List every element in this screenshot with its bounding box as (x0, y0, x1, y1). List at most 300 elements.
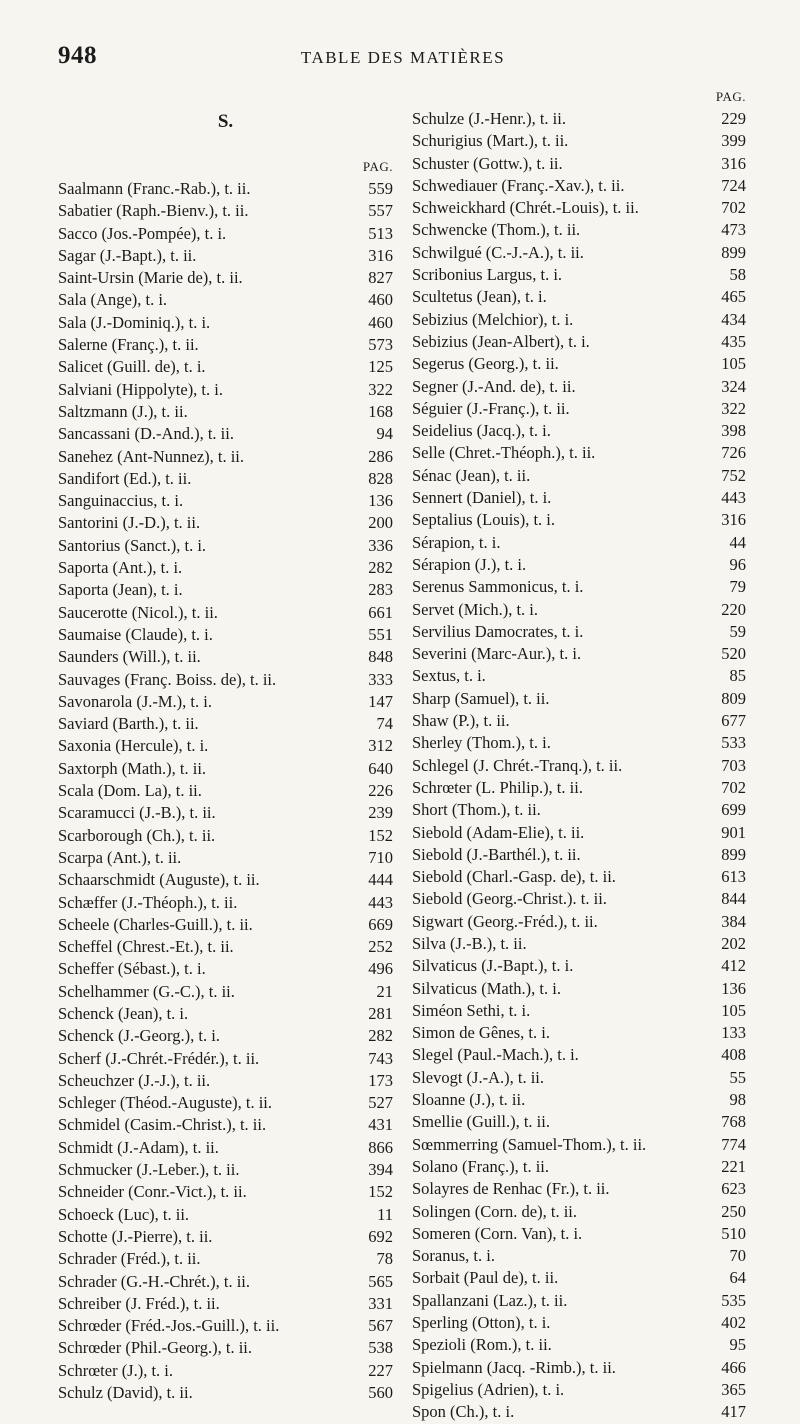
entry-page: 226 (368, 781, 393, 801)
entry-page: 239 (368, 803, 393, 823)
index-entry (58, 735, 393, 757)
entry-name: Schelhammer (G.-C.), t. ii. (58, 981, 235, 1001)
entry-name: Sancassani (D.-And.), t. ii. (58, 424, 234, 444)
entry-name: Sabatier (Raph.-Bienv.), t. ii. (58, 201, 249, 221)
index-entry (412, 621, 746, 643)
entry-page: 828 (368, 468, 393, 488)
entry-page: 21 (376, 981, 393, 1001)
entry-name: Spallanzani (Laz.), t. ii. (412, 1290, 568, 1310)
entry-page: 899 (721, 844, 746, 864)
index-entry (412, 1000, 746, 1022)
entry-page: 560 (368, 1383, 393, 1403)
entry-page: 64 (729, 1268, 746, 1288)
entry-name: Schurigius (Mart.), t. ii. (412, 131, 569, 151)
entry-name: Sperling (Otton), t. i. (412, 1313, 551, 1333)
entry-name: Sherley (Thom.), t. i. (412, 733, 551, 753)
entry-page: 336 (368, 535, 393, 555)
index-entry (58, 356, 393, 378)
index-entry (412, 955, 746, 977)
index-entry (58, 602, 393, 624)
entry-name: Schuster (Gottw.), t. ii. (412, 153, 563, 173)
index-entry (58, 1003, 393, 1025)
index-entry (58, 535, 393, 557)
entry-page: 220 (721, 599, 746, 619)
entry-name: Seidelius (Jacq.), t. i. (412, 421, 551, 441)
entry-page: 473 (721, 220, 746, 240)
entry-page: 55 (729, 1067, 746, 1087)
entry-page: 365 (721, 1379, 746, 1399)
entry-page: 312 (368, 736, 393, 756)
entry-page: 282 (368, 558, 393, 578)
entry-name: Scheffer (Sébast.), t. i. (58, 959, 206, 979)
index-entry (412, 108, 746, 130)
left-column (58, 86, 393, 1404)
index-entry (412, 1245, 746, 1267)
entry-name: Saucerotte (Nicol.), t. ii. (58, 602, 218, 622)
entry-page: 316 (368, 245, 393, 265)
entry-name: Santorius (Sanct.), t. i. (58, 535, 207, 555)
entry-name: Scherf (J.-Chrét.-Frédér.), t. ii. (58, 1048, 260, 1068)
entry-name: Sauvages (Franç. Boiss. de), t. ii. (58, 669, 277, 689)
entry-name: Scala (Dom. La), t. ii. (58, 781, 202, 801)
entry-page: 282 (368, 1026, 393, 1046)
index-entry (412, 130, 746, 152)
index-entry (412, 599, 746, 621)
entry-name: Sanguinaccius, t. i. (58, 491, 184, 511)
page-header (58, 42, 748, 72)
entry-page: 168 (368, 401, 393, 421)
index-entry (58, 379, 393, 401)
entry-page: 435 (721, 331, 746, 351)
index-entry (412, 331, 746, 353)
index-entry (412, 1022, 746, 1044)
entry-name: Salerne (Franç.), t. ii. (58, 335, 199, 355)
entry-page: 699 (721, 800, 746, 820)
index-entry (412, 242, 746, 264)
entry-name: Segerus (Georg.), t. ii. (412, 354, 559, 374)
entry-name: Siebold (Adam-Elie), t. ii. (412, 822, 585, 842)
entry-page: 431 (368, 1115, 393, 1135)
entry-name: Sérapion, t. i. (412, 532, 501, 552)
index-entry (412, 376, 746, 398)
index-entry (412, 799, 746, 821)
index-entry (58, 1248, 393, 1270)
entry-name: Solano (Franç.), t. ii. (412, 1156, 550, 1176)
entry-name: Schweickhard (Chrét.-Louis), t. ii. (412, 198, 639, 218)
entry-name: Sandifort (Ed.), t. ii. (58, 468, 192, 488)
entry-page: 394 (368, 1160, 393, 1180)
index-entry (58, 713, 393, 735)
index-entry (58, 1114, 393, 1136)
entry-name: Saunders (Will.), t. ii. (58, 647, 201, 667)
section-letter: S. (217, 111, 234, 132)
running-title: TABLE DES MATIÈRES (300, 48, 506, 67)
entry-page: 316 (721, 153, 746, 173)
entry-page: 565 (368, 1271, 393, 1291)
entry-name: Solingen (Corn. de), t. ii. (412, 1201, 577, 1221)
entry-page: 105 (721, 354, 746, 374)
index-entry (412, 732, 746, 754)
entry-name: Savonarola (J.-M.), t. i. (58, 691, 212, 711)
entry-page: 677 (721, 711, 746, 731)
entry-page: 444 (368, 870, 393, 890)
entry-page: 286 (368, 446, 393, 466)
index-entry (412, 465, 746, 487)
index-entry (58, 1048, 393, 1070)
index-entry (58, 512, 393, 534)
entry-page: 324 (721, 376, 746, 396)
entry-page: 147 (368, 691, 393, 711)
entry-page: 78 (376, 1249, 393, 1269)
entry-name: Saporta (Jean), t. i. (58, 580, 183, 600)
index-entry (58, 312, 393, 334)
entry-page: 333 (368, 669, 393, 689)
index-entry (58, 1181, 393, 1203)
entry-name: Simon de Gênes, t. i. (412, 1023, 550, 1043)
index-entries-right (412, 108, 746, 1424)
entry-page: 133 (721, 1023, 746, 1043)
entry-page: 11 (377, 1204, 393, 1224)
entry-name: Solayres de Renhac (Fr.), t. ii. (412, 1179, 610, 1199)
entry-page: 535 (721, 1290, 746, 1310)
index-entry (58, 1271, 393, 1293)
index-entry (412, 1089, 746, 1111)
index-entry (412, 532, 746, 554)
index-entry (58, 936, 393, 958)
index-entry (412, 1223, 746, 1245)
index-entry (58, 1360, 393, 1382)
entry-page: 173 (368, 1070, 393, 1090)
entry-name: Scarpa (Ant.), t. ii. (58, 847, 182, 867)
entry-page: 417 (721, 1402, 746, 1422)
index-entry (412, 1401, 746, 1423)
index-entry (412, 398, 746, 420)
index-entry (58, 267, 393, 289)
entry-page: 74 (376, 714, 393, 734)
index-entry (412, 1178, 746, 1200)
entry-name: Serenus Sammonicus, t. i. (412, 577, 584, 597)
entry-page: 724 (721, 175, 746, 195)
entry-name: Schneider (Conr.-Vict.), t. ii. (58, 1182, 247, 1202)
index-entry (412, 1267, 746, 1289)
index-entry (412, 911, 746, 933)
index-entry (58, 490, 393, 512)
index-entry (412, 978, 746, 1000)
entry-name: Shaw (P.), t. ii. (412, 711, 510, 731)
entry-name: Schulze (J.-Henr.), t. ii. (412, 109, 566, 128)
entry-name: Slevogt (J.-A.), t. ii. (412, 1067, 544, 1087)
index-entry (58, 1092, 393, 1114)
entry-page: 703 (721, 755, 746, 775)
entry-name: Schrœter (J.), t. i. (58, 1360, 174, 1380)
index-entry (58, 958, 393, 980)
entry-page: 551 (368, 624, 393, 644)
entry-page: 901 (721, 822, 746, 842)
entry-name: Segner (J.-And. de), t. ii. (412, 376, 576, 396)
entry-page: 152 (368, 825, 393, 845)
entry-page: 136 (368, 491, 393, 511)
entry-name: Spezioli (Rom.), t. ii. (412, 1335, 552, 1355)
index-entry (58, 423, 393, 445)
index-entry (58, 245, 393, 267)
entry-page: 250 (721, 1201, 746, 1221)
entry-page: 322 (721, 398, 746, 418)
index-entry (412, 1044, 746, 1066)
index-entry (58, 802, 393, 824)
page-number: 948 (58, 42, 97, 69)
index-entry (412, 197, 746, 219)
index-entry (412, 309, 746, 331)
entry-name: Schmidel (Casim.-Christ.), t. ii. (58, 1115, 267, 1135)
entry-name: Scribonius Largus, t. i. (412, 265, 563, 285)
index-entry (412, 1111, 746, 1133)
index-entry (58, 1159, 393, 1181)
entry-page: 384 (721, 911, 746, 931)
entry-name: Schoeck (Luc), t. ii. (58, 1204, 190, 1224)
entry-page: 136 (721, 978, 746, 998)
index-entry (412, 688, 746, 710)
entry-page: 443 (721, 488, 746, 508)
index-entry (58, 1226, 393, 1248)
index-entry (58, 646, 393, 668)
index-entry (412, 1290, 746, 1312)
index-entry (412, 1156, 746, 1178)
entry-page: 70 (729, 1246, 746, 1266)
entry-page: 331 (368, 1293, 393, 1313)
index-entry (58, 579, 393, 601)
entry-page: 710 (368, 847, 393, 867)
index-entry (412, 1201, 746, 1223)
index-entry (58, 557, 393, 579)
entry-page: 221 (721, 1156, 746, 1176)
entry-name: Saalmann (Franc.-Rab.), t. ii. (58, 179, 251, 198)
entry-page: 613 (721, 867, 746, 887)
entry-name: Selle (Chret.-Théoph.), t. ii. (412, 443, 596, 463)
entry-page: 661 (368, 602, 393, 622)
index-entry (412, 420, 746, 442)
index-entry (58, 1382, 393, 1404)
index-entry (412, 153, 746, 175)
entry-name: Scultetus (Jean), t. i. (412, 287, 547, 307)
entry-name: Smellie (Guill.), t. ii. (412, 1112, 550, 1132)
index-entry (412, 844, 746, 866)
index-entry (58, 691, 393, 713)
entry-name: Sœmmerring (Samuel-Thom.), t. ii. (412, 1134, 647, 1154)
entry-page: 520 (721, 644, 746, 664)
entry-page: 567 (368, 1316, 393, 1336)
entry-page: 743 (368, 1048, 393, 1068)
entry-name: Spon (Ch.), t. i. (412, 1402, 515, 1422)
entry-page: 827 (368, 268, 393, 288)
pag-label: PAG. (362, 159, 393, 174)
entry-page: 538 (368, 1338, 393, 1358)
index-entry (58, 780, 393, 802)
index-entry (58, 1137, 393, 1159)
index-entry (412, 442, 746, 464)
entry-name: Siméon Sethi, t. i. (412, 1000, 531, 1020)
index-entry (58, 669, 393, 691)
entry-name: Schrader (Fréd.), t. ii. (58, 1249, 201, 1269)
entry-page: 316 (721, 510, 746, 530)
entry-page: 510 (721, 1223, 746, 1243)
entry-page: 466 (721, 1357, 746, 1377)
index-entry (58, 869, 393, 891)
index-entry (412, 286, 746, 308)
entry-page: 866 (368, 1137, 393, 1157)
right-column (412, 86, 746, 1424)
entry-name: Sebizius (Melchior), t. i. (412, 309, 574, 329)
entry-name: Sérapion (J.), t. i. (412, 554, 527, 574)
index-entry (412, 175, 746, 197)
entry-name: Schreiber (J. Fréd.), t. ii. (58, 1293, 220, 1313)
entry-name: Septalius (Louis), t. i. (412, 510, 555, 530)
index-entry (412, 264, 746, 286)
entry-page: 460 (368, 290, 393, 310)
entry-name: Salviani (Hippolyte), t. i. (58, 379, 223, 399)
entry-page: 105 (721, 1000, 746, 1020)
entry-name: Silvaticus (Math.), t. i. (412, 978, 561, 998)
entry-name: Sennert (Daniel), t. i. (412, 488, 552, 508)
entry-page: 460 (368, 312, 393, 332)
index-entry (412, 643, 746, 665)
entry-name: Sebizius (Jean-Albert), t. i. (412, 331, 590, 351)
entry-name: Schrader (G.-H.-Chrét.), t. ii. (58, 1271, 250, 1291)
entry-name: Sénac (Jean), t. ii. (412, 465, 531, 485)
entry-page: 412 (721, 956, 746, 976)
index-entry (412, 710, 746, 732)
entry-page: 848 (368, 647, 393, 667)
entry-page: 408 (721, 1045, 746, 1065)
entry-name: Sigwart (Georg.-Fréd.), t. ii. (412, 911, 598, 931)
index-entry (412, 665, 746, 687)
entry-name: Sanehez (Ant-Nunnez), t. ii. (58, 446, 245, 466)
index-entry (412, 933, 746, 955)
index-entry (412, 888, 746, 910)
entry-page: 227 (368, 1360, 393, 1380)
index-entry (58, 289, 393, 311)
index-entry (412, 755, 746, 777)
index-entry (58, 1293, 393, 1315)
entry-page: 229 (721, 109, 746, 128)
index-entry (412, 219, 746, 241)
entry-page: 79 (729, 577, 746, 597)
entry-page: 98 (729, 1090, 746, 1110)
entry-name: Schmidt (J.-Adam), t. ii. (58, 1137, 219, 1157)
entry-name: Sagar (J.-Bapt.), t. ii. (58, 245, 197, 265)
entry-page: 402 (721, 1313, 746, 1333)
index-entry (58, 178, 393, 200)
entry-page: 94 (376, 424, 393, 444)
index-entry (58, 914, 393, 936)
entry-name: Severini (Marc-Aur.), t. i. (412, 644, 582, 664)
entry-page: 768 (721, 1112, 746, 1132)
pag-label: PAG. (715, 89, 746, 104)
entry-page: 899 (721, 242, 746, 262)
entry-name: Someren (Corn. Van), t. i. (412, 1223, 583, 1243)
index-entry (58, 334, 393, 356)
entry-name: Schulz (David), t. ii. (58, 1383, 193, 1403)
entry-name: Scheuchzer (J.-J.), t. ii. (58, 1070, 211, 1090)
entry-page: 513 (368, 223, 393, 243)
index-entry (412, 1312, 746, 1334)
entry-name: Schwediauer (Franç.-Xav.), t. ii. (412, 175, 625, 195)
entry-page: 59 (729, 621, 746, 641)
entry-page: 200 (368, 513, 393, 533)
index-entry (58, 758, 393, 780)
entry-name: Saint-Ursin (Marie de), t. ii. (58, 268, 243, 288)
entry-name: Saumaise (Claude), t. i. (58, 624, 213, 644)
entry-name: Salicet (Guill. de), t. i. (58, 357, 206, 377)
entry-page: 44 (729, 532, 746, 552)
index-entry (58, 892, 393, 914)
entry-page: 398 (721, 421, 746, 441)
entry-page: 774 (721, 1134, 746, 1154)
index-entry (58, 446, 393, 468)
entry-page: 702 (721, 198, 746, 218)
entry-name: Slegel (Paul.-Mach.), t. i. (412, 1045, 579, 1065)
entry-name: Schmucker (J.-Leber.), t. ii. (58, 1160, 240, 1180)
entry-name: Schotte (J.-Pierre), t. ii. (58, 1226, 213, 1246)
entry-name: Scheffel (Chrest.-Et.), t. ii. (58, 937, 234, 957)
entry-page: 399 (721, 131, 746, 151)
entry-name: Sorbait (Paul de), t. ii. (412, 1268, 559, 1288)
entry-page: 434 (721, 309, 746, 329)
entry-name: Scheele (Charles-Guill.), t. ii. (58, 914, 253, 934)
index-entry (412, 777, 746, 799)
index-entry (412, 509, 746, 531)
entry-page: 559 (368, 179, 393, 198)
index-entry (412, 1357, 746, 1379)
index-entry (58, 401, 393, 423)
index-entry (58, 223, 393, 245)
entry-page: 809 (721, 688, 746, 708)
entry-page: 58 (729, 265, 746, 285)
index-entry (412, 487, 746, 509)
entry-name: Scaramucci (J.-B.), t. ii. (58, 803, 216, 823)
entry-page: 125 (368, 357, 393, 377)
entry-page: 640 (368, 758, 393, 778)
entry-page: 443 (368, 892, 393, 912)
index-entry (412, 353, 746, 375)
entry-name: Siebold (Georg.-Christ.). t. ii. (412, 889, 607, 909)
index-entry (58, 624, 393, 646)
entry-name: Schwencke (Thom.), t. ii. (412, 220, 581, 240)
index-entry (412, 1334, 746, 1356)
index-entry (412, 866, 746, 888)
entry-name: Servilius Damocrates, t. i. (412, 621, 584, 641)
entry-page: 496 (368, 959, 393, 979)
entry-page: 533 (721, 733, 746, 753)
entry-name: Siebold (Charl.-Gasp. de), t. ii. (412, 867, 616, 887)
entry-page: 96 (729, 554, 746, 574)
entry-page: 322 (368, 379, 393, 399)
entry-name: Sextus, t. i. (412, 666, 486, 686)
entry-page: 669 (368, 914, 393, 934)
entry-name: Schlegel (J. Chrét.-Tranq.), t. ii. (412, 755, 623, 775)
entry-page: 623 (721, 1179, 746, 1199)
entry-name: Soranus, t. i. (412, 1246, 495, 1266)
entry-name: Schrœder (Phil.-Georg.), t. ii. (58, 1338, 252, 1358)
index-entry (58, 1204, 393, 1226)
entry-name: Short (Thom.), t. ii. (412, 800, 541, 820)
index-entry (58, 1025, 393, 1047)
entry-name: Sala (J.-Dominiq.), t. i. (58, 312, 211, 332)
entry-name: Spigelius (Adrien), t. i. (412, 1379, 565, 1399)
entry-name: Sala (Ange), t. i. (58, 290, 168, 310)
entry-page: 85 (729, 666, 746, 686)
index-entries-left (58, 178, 393, 1404)
entry-name: Servet (Mich.), t. i. (412, 599, 539, 619)
